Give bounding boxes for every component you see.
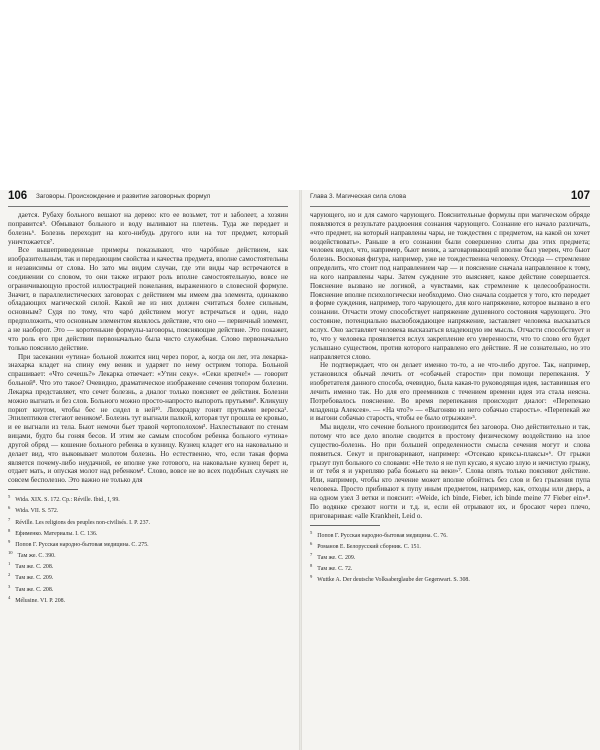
left-page-header	[8, 190, 288, 207]
blank-background	[0, 0, 600, 190]
paragraph: Не подтверждает, что он делает именно то-то, а не что-либо другое. Так, например, установился обычай лечить от «собачьей старости» при помощи перепекания. У изобретателя данного способа, очевидно, была какая-то руководящая идея, заставившая его лечить именно так. Но для его преемников с течением времени идея эта стала неясна. Потребовалось пояснение. Во время перепекания происходит диалог: «Перепекаю младенца Алексея». — «На что?» — «Выгоняю из него собачью старость». «Перепекай же и выгони собачью старость, чтобы ее было отрыжки»⁵.	[310, 361, 590, 423]
right-page-header	[310, 190, 590, 207]
running-head: Заговоры. Происхождение и развитие заговорных формул	[36, 193, 211, 200]
paragraph: Все вышеприведенные примеры показывают, что чарóбные действием, как изобразительным, так и передающим свойства и качества предмета, вполне самостоятельны и независимы от слова. Но зато мы видим случаи, где эти виды чар встречаются в соединении со словом, то они также играют роль вполне самостоятельную, вовсе не ограничивающую простой иллюстрацией пожелания, выраженного в словесной формуле. Значит, в параллелистических заговорах с действием мы имеем два элемента, одинаково обладающих магической силой. Какой же из них должен считаться более сильным, основным? Судя по тому, что чарó действием могут встречаться и одни, надо предположить, что основным элементом являлось действие, что оно — первичный элемент, а не наоборот. Это — коротенькие формулы-заговоры, поясняющие действие. Это покажет, что роль его при действии первоначально была чисто служебная. Слово первоначально только пояснило действие.	[8, 246, 288, 352]
footnote: $^2$Там же. С. 209.	[8, 572, 54, 582]
footnote: $^5$Попов Г. Русская народно-бытовая медицина. С. 76.	[310, 529, 448, 539]
footnote: $^5$Wida. XIX. S. 172. Ср.: Réville. Ibid., I, 99.	[8, 494, 120, 504]
footnote: $^3$Там же. С. 208.	[8, 583, 54, 593]
footnote: $^6$Романов Е. Белорусский сборник. С. 151.	[310, 540, 421, 550]
paragraph: дается. Рубаху больного вешают на дерево: кто ее возьмет, тот и заболеет, а хозяин поправится⁵. Обмывают больного и воду выливают на плетень. Туда же передает и болезнь⁶. Болезнь переходит на кого-нибудь другого или на тот предмет, который уничтожается⁷.	[8, 211, 288, 246]
right-page-body	[310, 211, 590, 521]
page-number: 106	[8, 190, 28, 202]
footnote: $^4$Mélusine. VI. P. 208.	[8, 594, 66, 604]
page-number: 107	[570, 190, 590, 202]
running-head: Глава 3. Магическая сила слова	[310, 193, 407, 200]
footnote: $^9$Попов Г. Русская народно-бытовая медицина. С. 275.	[8, 538, 149, 548]
book-gutter	[299, 190, 302, 750]
footnote: $^{10}$Там же. С. 390.	[8, 550, 56, 559]
footnote-rule	[8, 489, 78, 490]
footnote: $^8$Там же. С. 72.	[310, 563, 353, 573]
footnote: $^7$Réville. Les religions des peuples non-civilisés. I. P. 237.	[8, 516, 150, 526]
left-page	[2, 190, 294, 750]
right-page	[304, 190, 596, 750]
left-footnotes	[8, 493, 288, 605]
right-footnotes	[310, 529, 590, 585]
footnote: $^6$Wida. VII. S. 572.	[8, 505, 59, 515]
paragraph: При засекании «утина» больной ложится ниц через порог, а, когда он лег, эта лекарка-знахарка кладет на спину ему веник и ударяет по нему острием топора. Больной спрашивает: «Что сечешь?» Лекарка отвечает: «Утин секу». «Секи крепче!» — говорит больной⁸. Что это такое? Очевидно, драматическое изображение сечения топором болезни. Лекарка представляет, что сечет болезнь, а диалог только поясняет ее действия. Болезни можно выгнать и без слов. Больного можно просто-напросто выпороть прутьями⁹. Кликушу порют кнутом, чтобы бес не сидел в ней¹⁰. Лихорадку гонят прутьями вереска¹. Эпилептиков стегают веником². Болезнь тут выгнали палкой, которая тут прошла ее кровью, и ее выгнали из тела. Бьют немочи бьет травой чертополохом³. Нахлестывают по стенам вицами, будто бы гоняя бесов. И этим же самым способом ребенка больного «утина» другой обряд — кошение больного ребенка в кузницу. Кузнец кладет его на наковальню и делает вид, что выковывает молотом болезнь. Но естественно, что, если такая форма является почему-либо неудачной, ее вполне уже готового, на наковальне кузнец берет и, отдает мать, и опуская молот над ребенком⁴. Слово, вовсе не во всех подобных случаях не совсем бесполезно. Это важно не только для	[8, 352, 288, 485]
paragraph: Мы видели, что сечение больного производится без заговора. Оно действительно и так, потому что все дело вполне сводится в простому физическому воздействию на злое существо-болезнь. Но при большей определенности смысла сечения могут и слова появиться. Секут и приговаривают, например: «Отсекаю крикcы-плаксы»⁶. От грыжи грызут пуп больного со словами: «Не тело я не пуп кусаю, я кусаю злую и нечистую грыжу, и от тебя я и укрепляю раба божьего на веки»⁷. Слова опять только поясняют действие. Или, например, чтобы кто лечение может вполне обойтись без слов и без грызения пупа человека. Просто прибивают к пупу иным предметом, например, как, отходы или дверь, а на одном узел 3 ветки и пояснит: «Weide, ich binde, Fieber, ich binde meine 77 Fieber ein»⁸. По водянке срезают ногти и т.д. и, если ей отрывают их, и бросают через плечо, приговаривая: «alle Krankheit, Leid о.	[310, 423, 590, 520]
footnote: $^7$Там же. С. 209.	[310, 551, 356, 561]
left-page-body	[8, 211, 288, 485]
footnote: $^9$Wuttke A. Der deutsche Volksaberglaube der Gegenwart. S. 308.	[310, 574, 470, 584]
footnote: $^8$Ефименко. Материалы. I. C. 136.	[8, 527, 98, 537]
footnote: $^1$Там же. С. 208.	[8, 561, 54, 571]
paragraph: чарующего, но и для самого чарующего. Пояснительные формулы при магическом обряде появляются в результате раздвоения сознания чарующего. Сознание его начало различать, «что предмет, на который направлены чары, не тождествен с предметом, на какой он хочет воздействовать». Раньше в его сознании были совершенно слиты два этих предмета; человек видел, что, например, бьют веник, а заговаривающий вполне был уверен, что бьют болезнь. Восковая фигура, например, уже не тождественна человеку. Отсюда — стремление определить, что стоит под направлением чар — и пояснение сначала направленное к тому, на кого направлены чары. Затем суждение это выясняет, какое действие совершается. Пояснение вызвано не логикой, а чувствами, как стремление к целесообразности. Пояснение вполне психологически необходимо. Оно сначала создается у того, кто передает в форме суждения, например, того чарующего, для кого напряжение, которое вызвано в его сознании. Отчасти этому способствует напряжение душевного состояния чарующего. Это состояние, потенциально высвобождающее напряжение, заставляет человека высказаться вслух. Оно заставляет человека высказаться владеющую им мысль. Отчасти способствует и то, что у человека проявляется вслух закрепление его уверенности, что то слово его будет услышано существом, против которого направлено его действие. Я не сознательно, но это направляется слово.	[310, 211, 590, 361]
footnote-rule	[310, 525, 380, 526]
